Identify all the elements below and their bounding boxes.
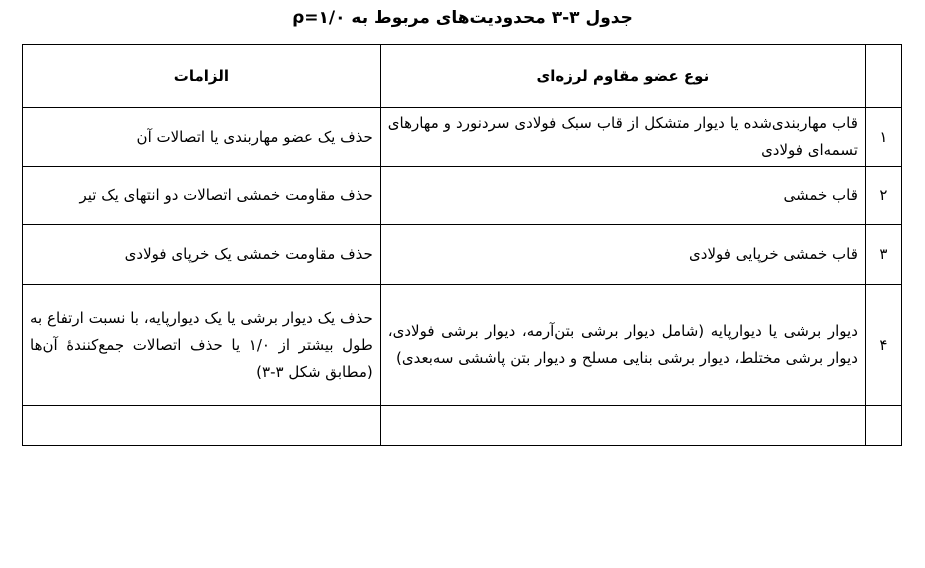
rho-limitations-table [22, 44, 902, 446]
row-number [865, 406, 901, 446]
row-requirements: حذف مقاومت خمشی یک خرپای فولادی [23, 225, 381, 285]
table-row [23, 225, 902, 285]
header-number [865, 45, 901, 108]
row-member-type: دیوار برشی یا دیوارپایه (شامل دیوار برشی بتن‌آرمه، دیوار برشی فولادی، دیوار برشی مختلط، دیوار برشی بنایی مسلح و دیوار بتن پاششی سه‌بعدی) [380, 285, 865, 406]
header-requirements: الزامات [23, 45, 381, 108]
row-member-type: قاب مهاربندی‌شده یا دیوار متشکل از قاب سبک فولادی سردنورد و مهارهای تسمه‌ای فولادی [380, 108, 865, 167]
row-requirements [23, 406, 381, 446]
header-member-type: نوع عضو مقاوم لرزه‌ای [380, 45, 865, 108]
table-row [23, 167, 902, 225]
table-header-row [23, 45, 902, 108]
row-number: ۳ [865, 225, 901, 285]
row-member-type [380, 406, 865, 446]
row-number: ۴ [865, 285, 901, 406]
row-number: ۱ [865, 108, 901, 167]
row-requirements: حذف یک دیوار برشی یا یک دیوارپایه، با نسبت ارتفاع به طول بیشتر از ۱/۰ یا حذف اتصالات جمع‌کنندهٔ آن‌ها (مطابق شکل ۳-۳) [23, 285, 381, 406]
row-requirements: حذف یک عضو مهاربندی یا اتصالات آن [23, 108, 381, 167]
row-member-type: قاب خمشی [380, 167, 865, 225]
table-row [23, 108, 902, 167]
row-requirements: حذف مقاومت خمشی اتصالات دو انتهای یک تیر [23, 167, 381, 225]
row-member-type: قاب خمشی خرپایی فولادی [380, 225, 865, 285]
table-row [23, 285, 902, 406]
table-caption: جدول ۳-۳ محدودیت‌های مربوط به ρ=۱/۰ [292, 8, 633, 28]
row-number: ۲ [865, 167, 901, 225]
table-row-partial [23, 406, 902, 446]
